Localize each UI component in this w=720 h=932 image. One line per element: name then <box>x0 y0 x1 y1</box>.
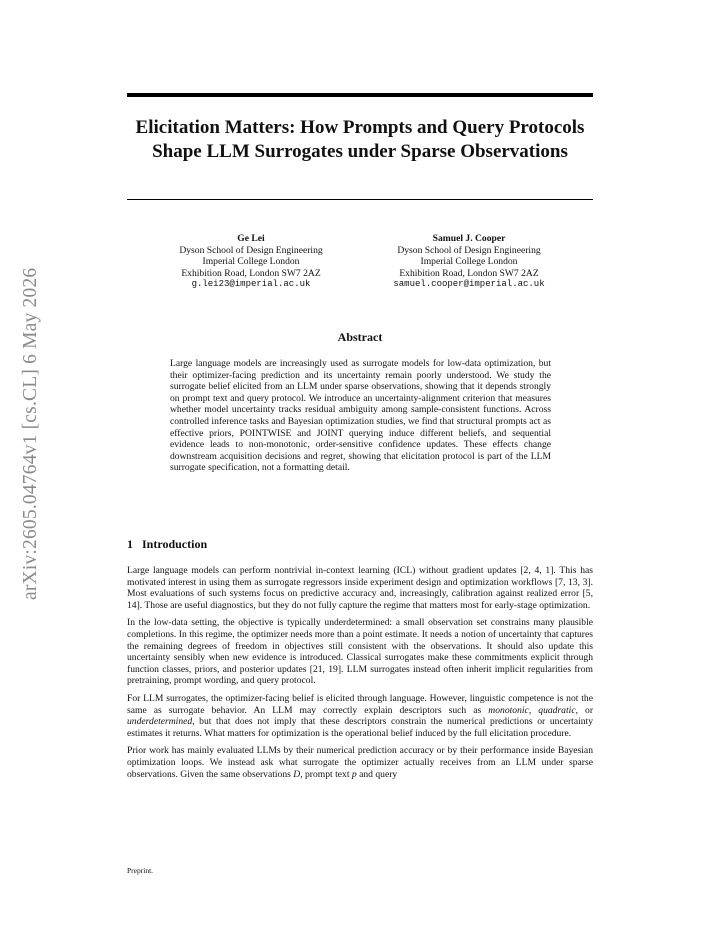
footer-note: Preprint. <box>127 866 154 875</box>
title-rule-bottom <box>127 199 593 200</box>
text-run: For LLM surrogates, the optimizer-facing belief is elicited through language. However, linguistic competence is not the same as surrogate behavior. An LLM may correctly explain descriptors such as <box>127 692 593 716</box>
author-institution: Imperial College London <box>202 256 300 267</box>
author-2 <box>369 233 569 291</box>
arxiv-identifier: arXiv:2605.04764v1 [cs.CL] 6 May 2026 <box>20 267 41 600</box>
author-name: Samuel J. Cooper <box>432 233 506 244</box>
section-body <box>127 565 593 786</box>
section-heading <box>127 537 207 552</box>
title-rule-top <box>127 93 593 97</box>
paragraph-4 <box>127 745 593 780</box>
text-run: Prior work has mainly evaluated LLMs by their numerical prediction accuracy or by their performance inside Bayesian optimization loops. We instead ask what surrogate the optimizer actually receives from an LLM under sparse observations. Given the same observations <box>127 745 593 780</box>
author-name: Ge Lei <box>237 233 265 244</box>
paragraph-2: In the low-data setting, the objective is typically underdetermined: a small observation set constrains many plausible completions. In this regime, the optimizer needs more than a point estimate. It needs a notion of uncertainty that captures the remaining degrees of freedom in objectives still consistent with the observations. It should also update this uncertainty sensibly when new evidence is introduced. Classical surrogates make these commitments explicit through function classes, priors, and posterior updates [21, 19]. LLM surrogates instead often inherit implicit regularities from pretraining, prompt wording, and query protocol. <box>127 617 593 687</box>
text-run: , but that does not imply that these descriptors constrain the numerical predictions or uncertainty estimates it returns. What matters for optimization is the operational belief induced by the full elicitation procedure. <box>127 716 593 739</box>
paragraph-1: Large language models can perform nontrivial in-context learning (ICL) without gradient updates [2, 4, 1]. This has motivated interest in using them as surrogate regressors inside experiment design and optimization workflows [7, 13, 3]. Most evaluations of such systems focus on predictive accuracy and, increasingly, calibration against realized error [5, 14]. Those are useful diagnostics, but they do not fully capture the regime that matters most for early-stage optimization. <box>127 565 593 611</box>
italic-term: monotonic <box>488 704 529 716</box>
author-email[interactable]: samuel.cooper@imperial.ac.uk <box>393 279 545 289</box>
author-address: Exhibition Road, London SW7 2AZ <box>399 267 539 279</box>
author-email[interactable]: g.lei23@imperial.ac.uk <box>191 279 311 289</box>
abstract-heading: Abstract <box>337 330 383 344</box>
math-symbol: p <box>351 768 357 780</box>
section-number: 1 <box>127 537 133 551</box>
author-affiliation: Dyson School of Design Engineering <box>397 244 541 256</box>
author-address: Exhibition Road, London SW7 2AZ <box>181 267 321 279</box>
math-symbol: D <box>293 768 301 780</box>
abstract-text: Large language models are increasingly used as surrogate models for low-data optimization, but their optimizer-facing prediction and its uncertainty remain poorly understood. We study the surrogate belief elicited from an LLM under sparse observations, showing that it depends strongly on prompt text and query protocol. We introduce an uncertainty-alignment criterion that measures whether model uncertainty tracks residual ambiguity among sample-consistent functions. Across controlled inference tasks and Bayesian optimization studies, we find that structural prompts act as effective priors, POINTWISE and JOINT querying induce different beliefs, and sequential evidence leads to non-monotonic, order-sensitive confidence updates. These effects change downstream acquisition decisions and regret, showing that elicitation protocol is part of the LLM surrogate specification, not a formatting detail. <box>170 358 551 474</box>
author-institution: Imperial College London <box>420 256 518 267</box>
paper-title: Elicitation Matters: How Prompts and Query Protocols Shape LLM Surrogates under Sparse Observations <box>135 117 585 162</box>
author-1 <box>151 233 351 291</box>
section-title: Introduction <box>142 537 208 551</box>
paragraph-3 <box>127 693 593 739</box>
text-run: , <box>528 704 539 716</box>
text-run: , prompt text <box>300 768 352 780</box>
text-run: , or <box>575 704 594 716</box>
author-affiliation: Dyson School of Design Engineering <box>179 244 323 256</box>
italic-term: quadratic <box>538 704 576 716</box>
italic-term: underdetermined <box>127 716 193 728</box>
text-run: and query <box>356 768 398 780</box>
